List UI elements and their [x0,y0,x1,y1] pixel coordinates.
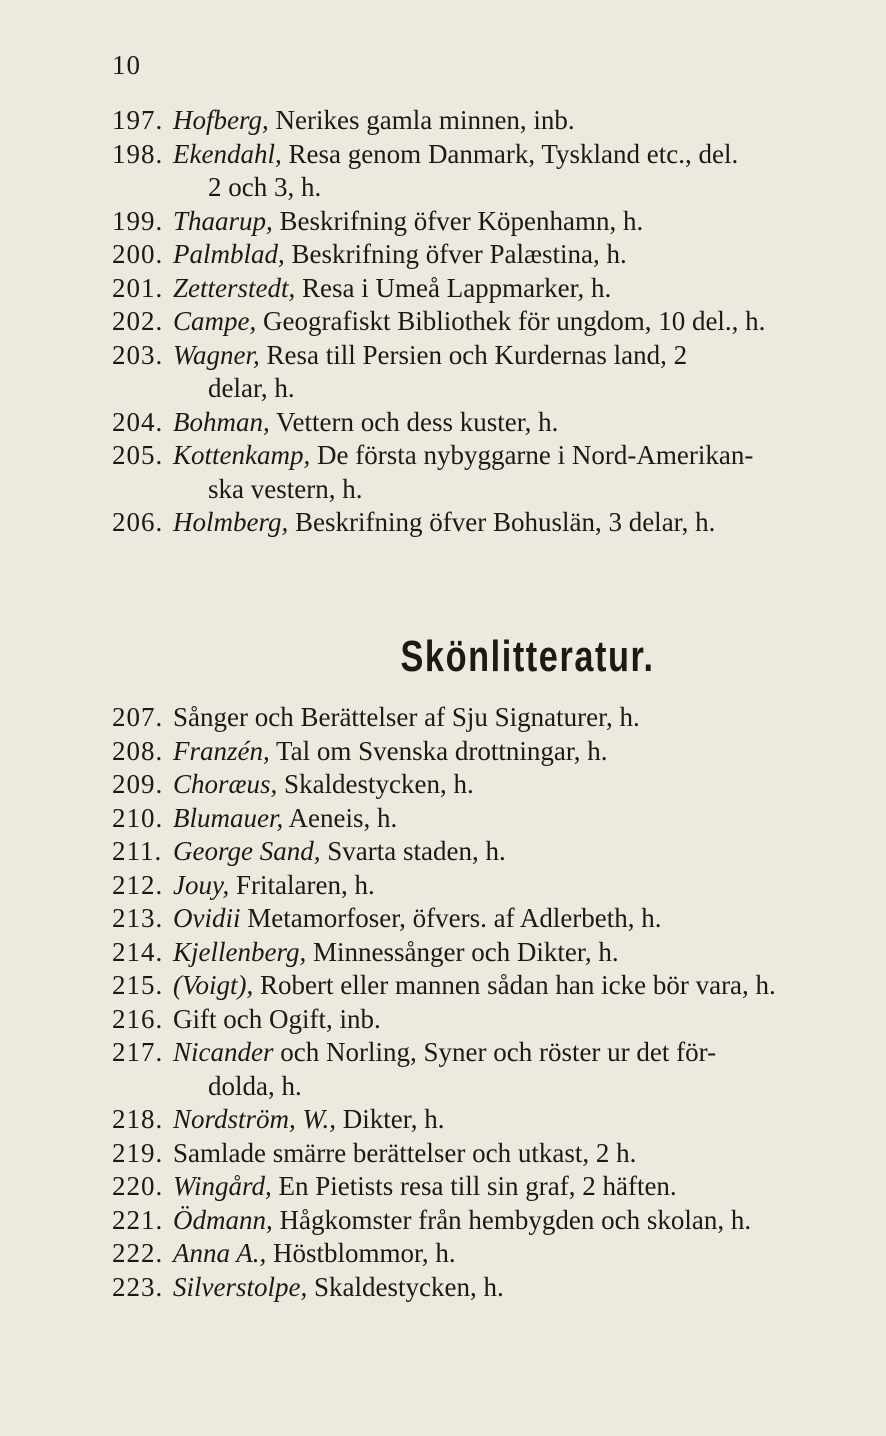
entry-number: 221. [112,1204,164,1235]
list-item [0,1103,886,1137]
entry-author: Kottenkamp, [173,440,311,470]
list-item [0,1271,886,1305]
entry-number: 218. [112,1104,164,1134]
entry-number: 207. [112,702,164,732]
entry-number: 198. [112,138,164,169]
entry-number: 208. [112,735,164,766]
entry-text [173,439,823,506]
entry-title: En Pietists resa till sin graf, 2 häften. [271,1171,677,1201]
entry-number: 197. [112,105,164,135]
entry-number: 202. [112,306,164,336]
entry-text [173,1003,823,1037]
entry-text [173,1036,823,1103]
entry-title: Aeneis, h. [283,802,398,833]
entry-text [173,1170,823,1204]
entry-list-bottom [0,701,886,1304]
entry-title: Sånger och Berättelser af Sju Signaturer, h. [173,702,640,732]
entry-title: Minnessånger och Dikter, h. [306,936,619,967]
list-item [0,238,886,272]
entry-title: Tal om Svenska drottningar, h. [269,735,608,766]
list-item [0,104,886,138]
entry-author: Silverstolpe, [173,1271,308,1302]
entry-number: 199. [112,205,164,236]
entry-text [173,969,823,1003]
entry-author: Ödmann, [173,1204,273,1235]
entry-number: 214. [112,936,164,967]
entry-text [173,1204,823,1238]
entry-title: Nerikes gamla minnen, inb. [268,105,575,135]
entry-number: 201. [112,272,164,303]
entry-title: Geografiskt Bibliothek för ungdom, 10 del., h. [256,306,766,336]
entry-text [173,1103,823,1137]
entry-title: Skaldestycken, h. [277,769,474,799]
entry-author: Franzén, [173,735,270,766]
list-item [0,506,886,540]
entry-number: 211. [112,836,163,866]
entry-number: 220. [112,1171,164,1201]
entry-author: Wagner, [173,339,260,370]
entry-title: Beskrifning öfver Palæstina, h. [284,239,627,269]
list-item [0,272,886,306]
entry-title: Höstblommor, h. [266,1238,456,1268]
entry-author: Ovidii [173,903,241,933]
entry-number: 206. [112,507,164,537]
entry-text [173,1237,823,1271]
list-item [0,1137,886,1171]
entry-text [173,506,823,540]
entry-author: Ekendahl, [173,138,282,169]
entry-number: 216. [112,1003,164,1034]
entry-text [173,138,823,205]
list-item [0,339,886,406]
entry-text [173,1271,823,1305]
list-item [0,1237,886,1271]
entry-number: 209. [112,769,164,799]
entry-number: 217. [112,1037,164,1067]
entry-text [173,869,823,903]
entry-title: Metamorfoser, öfvers. af Adlerbeth, h. [240,903,662,933]
list-item [0,902,886,936]
entry-number: 204. [112,406,164,437]
list-item [0,305,886,339]
entry-author: Blumauer, [173,802,284,833]
entry-author: Zetterstedt, [173,272,296,303]
entry-continuation: 2 och 3, h. [208,172,322,202]
entry-text [173,802,823,836]
entry-author: Anna A., [173,1238,267,1268]
entry-author: (Voigt), [173,970,254,1000]
list-item [0,138,886,205]
entry-author: Nordström, W., [173,1104,337,1134]
entry-title: Fritalaren, h. [229,869,375,900]
entry-title: Svarta staden, h. [320,836,506,866]
entry-text [173,701,823,735]
entry-title: Hågkomster från hembygden och skolan, h. [272,1204,752,1235]
list-item [0,1170,886,1204]
entry-author: Jouy, [173,869,230,900]
entry-number: 203. [112,339,164,370]
entry-title: Samlade smärre berättelser och utkast, 2 h. [173,1137,637,1168]
entry-title: Beskrifning öfver Bohuslän, 3 delar, h. [288,507,716,537]
list-item [0,835,886,869]
entry-title: Robert eller mannen sådan han icke bör vara, h. [253,970,776,1000]
entry-number: 200. [112,239,164,269]
entry-title: Vettern och dess kuster, h. [269,406,559,437]
entry-continuation: delar, h. [208,373,295,403]
entry-title: Dikter, h. [336,1104,445,1134]
entry-text [173,768,823,802]
page-number: 10 [112,50,141,80]
entry-author: Kjellenberg, [173,936,307,967]
list-item [0,936,886,970]
entry-text [173,1137,823,1171]
entry-text [173,936,823,970]
entry-text [173,238,823,272]
list-item [0,735,886,769]
entry-author: Hofberg, [173,105,269,135]
entry-number: 219. [112,1137,164,1168]
list-item [0,969,886,1003]
list-item [0,701,886,735]
entry-text [173,104,823,138]
list-item [0,1036,886,1103]
entry-continuation: dolda, h. [208,1070,302,1101]
list-item [0,768,886,802]
entry-text [173,339,823,406]
list-item [0,205,886,239]
list-item [0,1003,886,1037]
entry-title: Gift och Ogift, inb. [173,1003,381,1034]
entry-author: Palmblad, [173,239,285,269]
entry-number: 223. [112,1271,164,1302]
list-item [0,406,886,440]
list-item [0,1204,886,1238]
list-item [0,802,886,836]
entry-title: Beskrifning öfver Köpenhamn, h. [272,205,644,236]
entry-author: Nicander [173,1037,274,1067]
list-item [0,869,886,903]
entry-text [173,735,823,769]
entry-number: 215. [112,970,164,1000]
entry-list-top [0,104,886,540]
section-heading: Skönlitteratur. [400,632,655,681]
list-item [0,439,886,506]
entry-title: Resa till Persien och Kurdernas land, 2 [259,339,688,370]
entry-author: Choræus, [173,769,278,799]
entry-author: George Sand, [173,836,321,866]
entry-author: Bohman, [173,406,270,437]
entry-author: Holmberg, [173,507,289,537]
entry-text [173,406,823,440]
entry-text [173,305,823,339]
entry-title: och Norling, Syner och röster ur det för- [273,1037,717,1067]
entry-author: Campe, [173,306,257,336]
entry-text [173,835,823,869]
entry-number: 222. [112,1238,164,1268]
entry-title: Skaldestycken, h. [307,1271,504,1302]
entry-number: 212. [112,869,164,900]
entry-title: Resa i Umeå Lappmarker, h. [295,272,612,303]
entry-number: 210. [112,802,164,833]
entry-title: Resa genom Danmark, Tyskland etc., del. [281,138,739,169]
entry-author: Wingård, [173,1171,272,1201]
entry-number: 205. [112,440,164,470]
entry-number: 213. [112,903,164,933]
entry-continuation: ska vestern, h. [208,473,363,504]
entry-text [173,205,823,239]
entry-author: Thaarup, [173,205,273,236]
entry-text [173,902,823,936]
entry-text [173,272,823,306]
entry-title: De första nybyggarne i Nord-Amerikan- [310,440,754,470]
